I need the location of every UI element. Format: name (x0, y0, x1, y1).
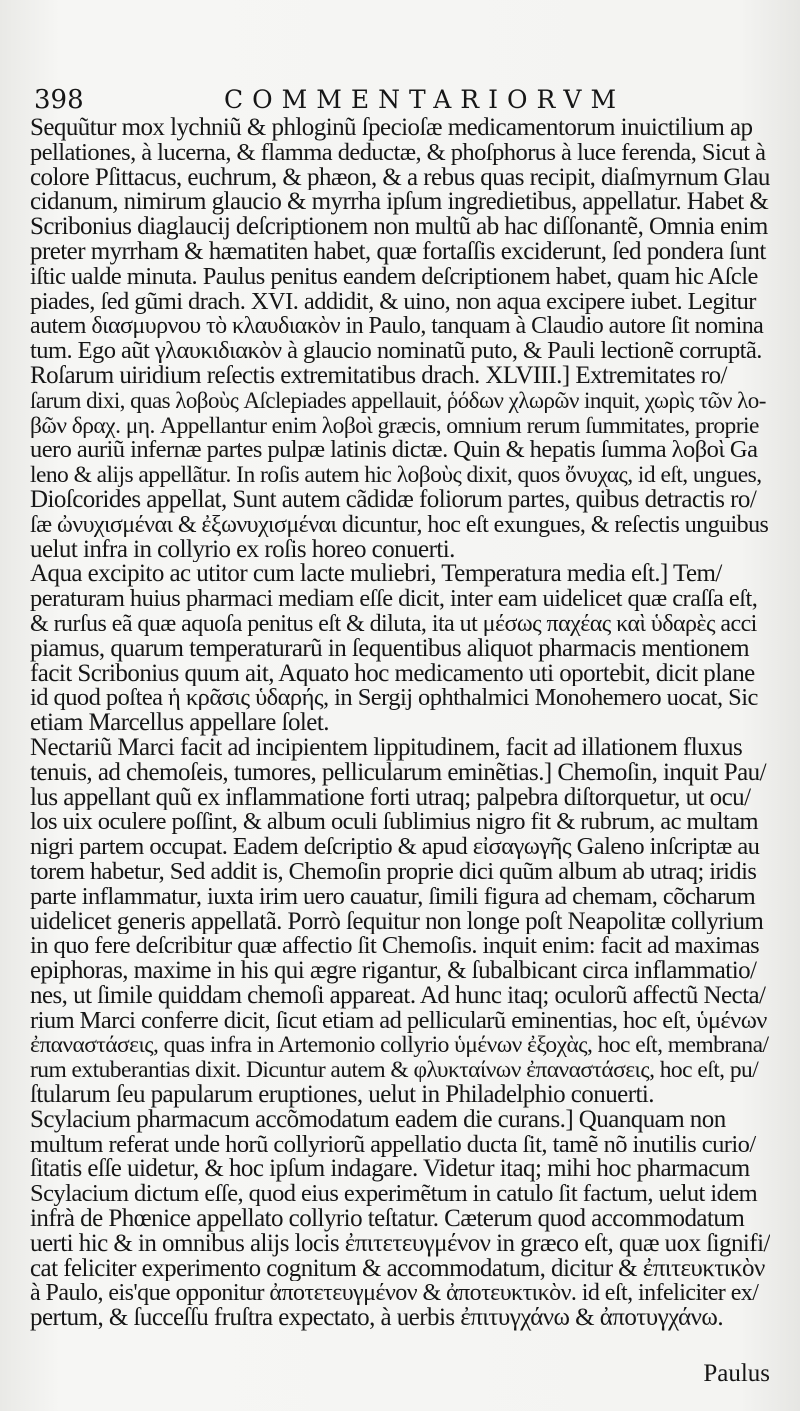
text-line: colore Pſittacus, euchrum, & phæon, & a rebus quas recipit, diaſmyrnum Glau (30, 165, 770, 191)
text-line: autem διασμυρνου τὸ κλαυδιακὸν in Paulo, tanquam à Claudio autore ſit nomina (30, 314, 764, 340)
text-line: peraturam huius pharmaci mediam eſſe dicit, inter eam uidelicet quæ craſſa eſt, (30, 587, 758, 612)
text-line: βῶν δραχ. μη. Appellantur enim λοβοὶ græcis, omnium rerum ſummitates, proprie (30, 413, 759, 439)
text-line: Scylacium dictum eſſe, quod eius experimẽtum in catulo ſit factum, uelut idem (30, 1182, 758, 1208)
text-line: rium Marci conferre dicit, ſicut etiam ad pellicularũ eminentias, hoc eſt, ὑμένων (30, 1008, 767, 1034)
page-header (34, 84, 774, 116)
text-line: nes, ut ſimile quiddam chemoſi appareat. Ad hunc itaq; oculorũ affectũ Necta/ (30, 983, 766, 1009)
text-line: in quo fere deſcribitur quæ affectio ſit Chemoſis. inquit enim: facit ad maximas (30, 934, 760, 960)
commentary-text (30, 116, 770, 1331)
text-line: Sequũtur mox lychniũ & phloginũ ſpecioſæ medicamentorum inuictilium ap (30, 116, 753, 141)
text-line: Scylacium pharmacum accõmodatum eadem die curans.] Quanquam non (30, 1107, 726, 1133)
text-line: id quod poſtea ἡ κρᾶσις ὑδαρής, in Sergij ophthalmici Monohemero uocat, Sic (30, 686, 758, 712)
text-line: Nectariũ Marci facit ad incipientem lippitudinem, facit ad illationem fluxus (30, 735, 743, 761)
page-number: 398 (34, 85, 84, 115)
text-line: cat feliciter experimento cognitum & accommodatum, dicitur & ἐπιτευκτικὸν (30, 1256, 765, 1282)
text-line: uidelicet generis appellatã. Porrò ſequitur non longe poſt Neapolitæ collyrium (30, 909, 764, 935)
text-line: Dioſcorides appellat, Sunt autem cãdidæ foliorum partes, quibus detractis ro/ (30, 487, 757, 513)
text-line: tum. Ego aũt γλαυκιδιακὸν à glaucio nominatũ puto, & Pauli lectionẽ corruptã. (30, 339, 762, 364)
text-line: epiphoras, maxime in his qui ægre rigantur, & ſubalbicant circa inflammatio/ (30, 959, 757, 984)
text-line: uerti hic & in omnibus alijs locis ἐπιτετευγμένον in græco eſt, quæ uox ſignifi/ (30, 1231, 770, 1257)
text-line: uero auriũ infernæ partes pulpæ latinis dictæ. Quin & hepatis ſumma λοβοὶ Ga (30, 438, 758, 464)
text-line: los uix oculere poſſint, & album oculi ſublimius nigro fit & rubrum, ac multam (30, 810, 759, 836)
text-line: rum extuberantias dixit. Dicuntur autem & φλυκταίνων ἐπαναστάσεις, hoc eſt, pu/ (30, 1058, 759, 1084)
text-line: ἐπαναστάσεις, quas infra in Artemonio collyrio ὑμένων ἐξοχὰς, hoc eſt, membrana/ (30, 1033, 769, 1059)
text-line: torem habetur, Sed addit is, Chemoſin proprie dici quũm album ab utraq; iridis (30, 859, 757, 885)
catchword: Paulus (703, 1360, 770, 1387)
text-line: piamus, quarum temperaturarũ in ſequentibus aliquot pharmacis mentionem (30, 636, 750, 662)
text-line: ſitatis eſſe uidetur, & hoc ipſum indagare. Videtur itaq; mihi hoc pharmacum (30, 1157, 750, 1183)
text-line: ſæ ὠνυχισμέναι & ἐξωνυχισμέναι dicuntur, hoc eſt exungues, & reſectis unguibus (30, 512, 769, 538)
text-line: & rurſus eã quæ aquoſa penitus eſt & diluta, ita ut μέσως παχέας καὶ ὑδαρὲς acci (30, 611, 757, 637)
text-line: lus appellant quũ ex inflammatione forti utraq; palpebra diſtorquetur, ut ocu/ (30, 785, 751, 811)
text-line: parte inflammatur, iuxta irim uero cauatur, ſimili figura ad chemam, cõcharum (30, 884, 756, 910)
text-line: leno & alijs appellãtur. In roſis autem hic λοβοὺς dixit, quos ὄνυχας, id eſt, ungues, (30, 463, 762, 488)
text-line: infrà de Phœnice appellato collyrio teſtatur. Cæterum quod accommodatum (30, 1207, 745, 1232)
text-line: Roſarum uiridium reſectis extremitatibus drach. XLVIII.] Extremitates ro/ (30, 363, 727, 389)
text-line: cidanum, nimirum glaucio & myrrha ipſum ingredietibus, appellatur. Habet & (30, 190, 769, 216)
text-line: pellationes, à lucerna, & flamma deductæ, & phoſphorus à luce ferenda, Sicut à (30, 140, 766, 166)
text-line: Aqua excipito ac utitor cum lacte muliebri, Temperatura media eſt.] Tem/ (30, 562, 722, 588)
text-line: à Paulo, eis'que opponitur ἀποτετευγμένον & ἀποτευκτικὸν. id eſt, infeliciter ex/ (30, 1281, 759, 1307)
text-line: uelut infra in collyrio ex roſis horeo conuerti. (30, 537, 455, 563)
text-line: etiam Marcellus appellare ſolet. (30, 711, 329, 736)
running-head: COMMENTARIORVM (224, 85, 626, 114)
text-line: iſtic ualde minuta. Paulus penitus eandem deſcriptionem habet, quam hic Aſcle (30, 264, 758, 290)
text-line: pertum, & ſucceſſu fruſtra expectato, à uerbis ἐπιτυγχάνω & ἀποτυγχάνω. (30, 1306, 724, 1332)
text-line: ſarum dixi, quas λοβοὺς Aſclepiades appellauit, ῥόδων χλωρῶν inquit, χωρὶς τῶν λο- (30, 388, 766, 413)
text-line: ſtularum ſeu papularum eruptiones, uelut in Philadelphio conuerti. (30, 1083, 654, 1108)
text-line: facit Scribonius quum ait, Aquato hoc medicamento uti oportebit, dicit plane (30, 661, 755, 687)
text-line: nigri partem occupat. Eadem deſcriptio & apud εἰσαγωγῆς Galeno inſcriptæ au (30, 835, 760, 860)
text-line: multum referat unde horũ collyriorũ appellatio ducta ſit, tamẽ nõ inutilis curio/ (30, 1132, 756, 1158)
text-line: preter myrrham & hæmatiten habet, quæ fortaſſis exciderunt, ſed pondera ſunt (30, 239, 766, 265)
text-line: piades, ſed gũmi drach. XVI. addidit, & uino, non aqua excipere iubet. Legitur (30, 289, 756, 315)
text-line: tenuis, ad chemoſeis, tumores, pellicularum eminẽtias.] Chemoſin, inquit Pau/ (30, 760, 766, 786)
text-line: Scribonius diaglaucij deſcriptionem non multũ ab hac diſſonantẽ, Omnia enim (30, 215, 768, 240)
